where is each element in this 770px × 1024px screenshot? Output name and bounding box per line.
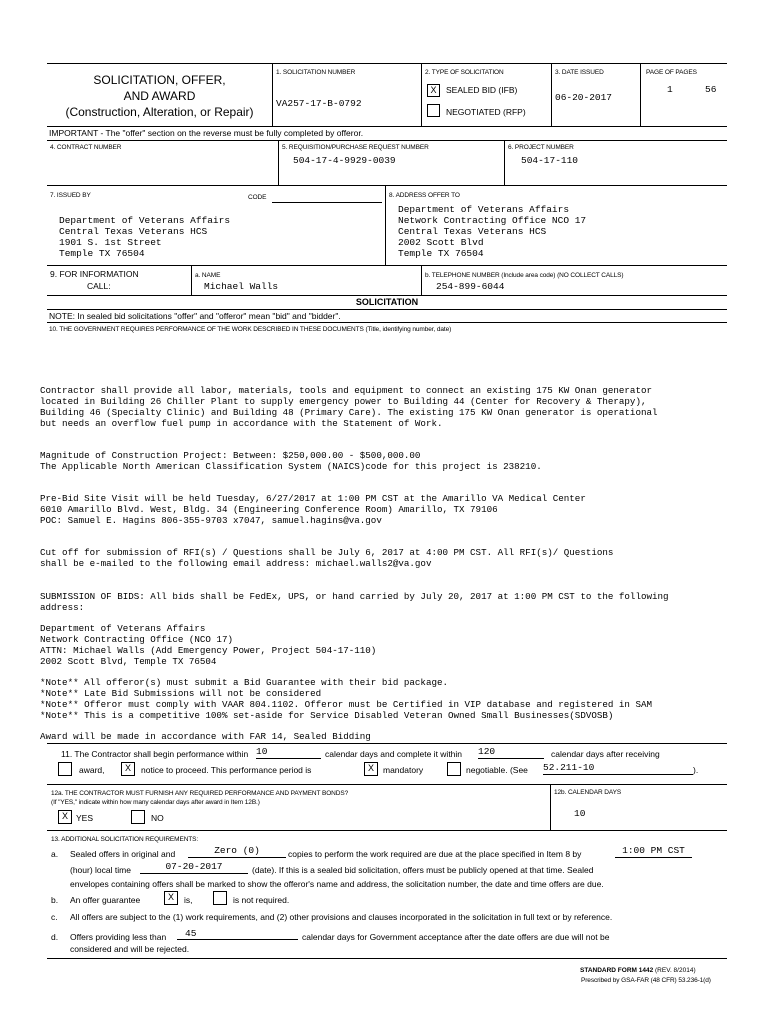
body-line: POC: Samuel E. Hagins 806-355-9703 x7047, samuel.hagins@va.gov — [40, 515, 382, 526]
due-date-field[interactable]: 07-20-2017 — [140, 862, 248, 874]
form-title — [47, 72, 272, 120]
notice-to-proceed-checkbox[interactable]: X — [121, 762, 135, 776]
address-line: Network Contracting Office NCO 17 — [398, 215, 587, 226]
form-revision: (REV. 8/2014) — [655, 967, 696, 974]
form-footer — [580, 967, 696, 974]
issued-by-label: 7. ISSUED BY — [50, 192, 91, 199]
info-call-label: CALL: — [87, 281, 111, 291]
bonds-yes-label: YES — [76, 813, 94, 823]
additional-requirements-label: 13. ADDITIONAL SOLICITATION REQUIREMENTS: — [51, 836, 199, 843]
project-number-value[interactable]: 504-17-110 — [521, 155, 579, 166]
name-label: a. NAME — [195, 272, 221, 279]
item13d-text: calendar days for Government acceptance after the date offers are due will not be — [302, 932, 610, 942]
divider — [421, 63, 422, 126]
solicitation-number-value[interactable]: VA257-17-B-0792 — [276, 98, 362, 109]
address-line: 2002 Scott Blvd — [398, 237, 484, 248]
divider — [272, 63, 273, 126]
body-line: *Note** All offeror(s) must submit a Bid Guarantee with their bid package. — [40, 677, 448, 688]
item13b-prefix: b. — [51, 895, 59, 905]
guarantee-is-label: is, — [184, 895, 193, 905]
address-line: Central Texas Veterans HCS — [398, 226, 547, 237]
guarantee-is-checkbox[interactable]: X — [164, 891, 178, 905]
divider — [504, 140, 505, 185]
project-number-label: 6. PROJECT NUMBER — [508, 144, 574, 151]
page-count: 56 — [705, 84, 717, 95]
bonds-label: 12a. THE CONTRACTOR MUST FURNISH ANY REQUIRED PERFORMANCE AND PAYMENT BONDS? — [51, 790, 349, 797]
sealed-bid-label: SEALED BID (IFB) — [446, 85, 518, 95]
date-issued-label: 3. DATE ISSUED — [555, 69, 604, 76]
divider — [47, 830, 727, 831]
solicitation-heading: SOLICITATION — [355, 297, 419, 307]
award-checkbox[interactable] — [58, 762, 72, 776]
divider — [47, 140, 727, 141]
negotiated-checkbox[interactable] — [427, 104, 440, 117]
item13a-text: envelopes containing offers shall be marked to show the offeror's name and address, the solicitation number, the date and time offers are due. — [70, 879, 604, 889]
negotiable-label: negotiable. (See — [466, 765, 528, 775]
address-line: Temple TX 76504 — [398, 248, 484, 259]
item11-end: ). — [693, 765, 699, 775]
item13a-text: (hour) local time — [70, 865, 131, 875]
item13a-text: Sealed offers in original and — [70, 849, 176, 859]
address-line: Central Texas Veterans HCS — [59, 226, 208, 237]
body-line: located in Building 26 Chiller Plant to supply emergency power to Building 44 (Center for Recovery & Therapy), — [40, 396, 647, 407]
info-label: 9. FOR INFORMATION — [50, 269, 139, 279]
item13c-text: All offers are subject to the (1) work requirements, and (2) other provisions and clauses incorporated in the solicitation in full text or by reference. — [70, 912, 613, 922]
start-days-field[interactable]: 10 — [256, 747, 321, 759]
address-line: 1901 S. 1st Street — [59, 237, 162, 248]
guarantee-not-checkbox[interactable] — [213, 891, 227, 905]
ntp-label: notice to proceed. This performance period is — [141, 765, 312, 775]
date-issued-value[interactable]: 06-20-2017 — [555, 92, 613, 103]
title-line: SOLICITATION, OFFER, — [93, 73, 226, 87]
item13d-text: considered and will be rejected. — [70, 944, 190, 954]
phone-label: b. TELEPHONE NUMBER (Include area code) (NO COLLECT CALLS) — [425, 272, 624, 279]
divider — [47, 309, 727, 310]
body-line: address: — [40, 602, 85, 613]
acceptance-days-field[interactable]: 45 — [177, 929, 298, 940]
body-line: Department of Veterans Affairs — [40, 623, 206, 634]
item13d-text: Offers providing less than — [70, 932, 167, 942]
divider — [47, 185, 727, 186]
item13a-text: (date). If this is a sealed bid solicitation, offers must be publicly opened at that time. Sealed — [252, 865, 594, 875]
code-field-line — [272, 202, 382, 203]
divider — [47, 295, 727, 296]
item13a-text: copies to perform the work required are due at the place specified in Item 8 by — [288, 849, 582, 859]
due-time-field[interactable]: 1:00 PM CST — [615, 846, 692, 858]
divider — [385, 185, 386, 265]
divider — [421, 265, 422, 295]
address-line: Department of Veterans Affairs — [398, 204, 570, 215]
divider — [47, 322, 727, 323]
mandatory-label: mandatory — [383, 765, 424, 775]
body-line: shall be e-mailed to the following email address: michael.walls2@va.gov — [40, 558, 432, 569]
body-line: ATTN: Michael Walls (Add Emergency Power, Project 504-17-110) — [40, 645, 377, 656]
item13c-prefix: c. — [51, 912, 58, 922]
page-number: 1 — [667, 84, 673, 95]
guarantee-not-label: is not required. — [233, 895, 290, 905]
item11-text: calendar days after receiving — [551, 749, 660, 759]
address-line: Department of Veterans Affairs — [59, 215, 231, 226]
body-line: Pre-Bid Site Visit will be held Tuesday, 6/27/2017 at 1:00 PM CST at the Amarillo VA Medical Center — [40, 493, 586, 504]
title-line: (Construction, Alteration, or Repair) — [65, 105, 254, 119]
bonds-sublabel: (If "YES," indicate within how many calendar days after award in Item 12B.) — [51, 799, 260, 806]
body-line: *Note** This is a competitive 100% set-aside for Service Disabled Veteran Owned Small Businesses(SDVOSB) — [40, 710, 614, 721]
bonds-no-checkbox[interactable] — [131, 810, 145, 824]
item11-text: 11. The Contractor shall begin performance within — [61, 749, 249, 759]
important-notice: IMPORTANT - The "offer" section on the reverse must be fully completed by offeror. — [49, 128, 364, 138]
body-line: SUBMISSION OF BIDS: All bids shall be FedEx, UPS, or hand carried by July 20, 2017 at 1:00 PM CST to the following — [40, 591, 669, 602]
form-bottom-border — [47, 958, 727, 959]
bonds-yes-checkbox[interactable]: X — [58, 810, 72, 824]
divider — [640, 63, 641, 126]
item13b-text: An offer guarantee — [70, 895, 141, 905]
address-offer-label: 8. ADDRESS OFFER TO — [389, 192, 460, 199]
prescribed-by: Prescribed by GSA-FAR (48 CFR) 53.236-1(d) — [581, 977, 711, 984]
award-label: award, — [79, 765, 105, 775]
body-line: Magnitude of Construction Project: Between: $250,000.00 - $500,000.00 — [40, 450, 421, 461]
body-line: Network Contracting Office (NCO 17) — [40, 634, 233, 645]
divider — [47, 126, 727, 127]
body-line: but needs an overflow fuel pump in accordance with the Statement of Work. — [40, 418, 443, 429]
complete-days-field[interactable]: 120 — [478, 747, 544, 759]
divider — [550, 784, 551, 830]
body-line: *Note** Offeror must comply with VAAR 804.1102. Offeror must be Certified in VIP database and registered in SAM — [40, 699, 652, 710]
form-name: STANDARD FORM 1442 — [580, 967, 654, 974]
divider — [47, 265, 727, 266]
solicitation-number-label: 1. SOLICITATION NUMBER — [276, 69, 356, 76]
divider — [551, 63, 552, 126]
body-line: Cut off for submission of RFI(s) / Questions shall be July 6, 2017 at 4:00 PM CST. All RFI(s)/ Questions — [40, 547, 614, 558]
bonds-no-label: NO — [151, 813, 164, 823]
contract-number-label: 4. CONTRACT NUMBER — [50, 144, 122, 151]
body-line: Award will be made in accordance with FAR 14, Sealed Bidding — [40, 731, 371, 742]
issued-by-address — [59, 215, 230, 259]
title-line: AND AWARD — [123, 89, 196, 103]
calendar-days-value[interactable]: 10 — [574, 808, 586, 819]
divider — [47, 743, 727, 744]
body-line: *Note** Late Bid Submissions will not be considered — [40, 688, 322, 699]
see-clause-field[interactable]: 52.211-10 — [543, 763, 693, 775]
divider — [47, 784, 727, 785]
mandatory-checkbox[interactable]: X — [364, 762, 378, 776]
code-label: CODE — [248, 194, 267, 201]
body-line: 6010 Amarillo Blvd. West, Bldg. 34 (Engineering Conference Room) Amarillo, TX 79106 — [40, 504, 498, 515]
item13a-prefix: a. — [51, 849, 59, 859]
divider — [191, 265, 192, 295]
negotiated-label: NEGOTIATED (RFP) — [446, 107, 526, 117]
sealed-bid-note: NOTE: In sealed bid solicitations "offer" and "offeror" mean "bid" and "bidder". — [49, 311, 341, 321]
body-line: Building 46 (Specialty Clinic) and Building 48 (Primary Care). The existing 175 KW Onan generator is operational — [40, 407, 658, 418]
pages-label: PAGE OF PAGES — [646, 69, 697, 76]
negotiable-checkbox[interactable] — [447, 762, 461, 776]
requisition-number-label: 5. REQUISITION/PURCHASE REQUEST NUMBER — [282, 144, 429, 151]
form-top-border — [47, 63, 727, 64]
address-offer-value — [398, 204, 586, 259]
work-description-label: 10. THE GOVERNMENT REQUIRES PERFORMANCE OF THE WORK DESCRIBED IN THESE DOCUMENTS (Title, identifying number, date) — [49, 326, 452, 333]
sealed-bid-checkbox[interactable]: X — [427, 84, 440, 97]
solicitation-type-label: 2. TYPE OF SOLICITATION — [425, 69, 504, 76]
body-line: Contractor shall provide all labor, materials, tools and equipment to connect an existing 175 KW Onan generator — [40, 385, 652, 396]
phone-value[interactable]: 254-899-6044 — [436, 281, 505, 292]
address-line: Temple TX 76504 — [59, 248, 145, 259]
body-line: The Applicable North American Classification System (NAICS)code for this project is 238210. — [40, 461, 542, 472]
requisition-number-value[interactable]: 504-17-4-9929-0039 — [293, 155, 396, 166]
item13d-prefix: d. — [51, 932, 59, 942]
name-value[interactable]: Michael Walls — [204, 281, 279, 292]
copies-field[interactable]: Zero (0) — [188, 846, 286, 858]
divider — [278, 140, 279, 185]
body-line: 2002 Scott Blvd, Temple TX 76504 — [40, 656, 217, 667]
calendar-days-label: 12b. CALENDAR DAYS — [554, 789, 622, 796]
item11-text: calendar days and complete it within — [325, 749, 463, 759]
